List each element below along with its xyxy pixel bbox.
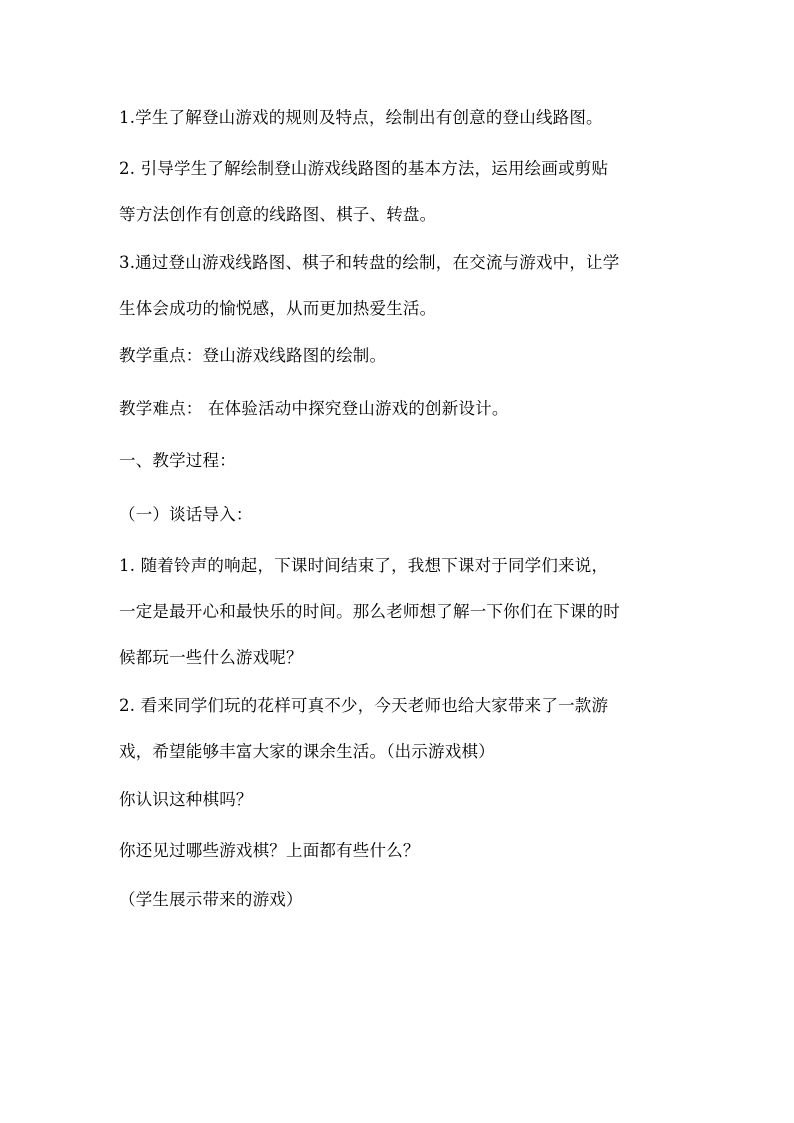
paragraph-line: 候都玩一些什么游戏呢？ bbox=[119, 648, 303, 667]
paragraph-line: （一）谈话导入： bbox=[119, 505, 253, 524]
paragraph-line: 你认识这种棋吗？ bbox=[119, 790, 253, 809]
paragraph-line: 教学重点：登山游戏线路图的绘制。 bbox=[119, 346, 387, 365]
paragraph-line: 一、教学过程： bbox=[119, 451, 236, 470]
question-2-paragraph bbox=[119, 828, 679, 874]
paragraph-line: 生体会成功的愉悦感，从而更加热爱生活。 bbox=[119, 299, 437, 318]
paragraph-line: 3.通过登山游戏线路图、棋子和转盘的绘制，在交流与游戏中，让学 bbox=[119, 253, 620, 272]
difficulty-paragraph bbox=[119, 386, 679, 432]
paragraph-line: （学生展示带来的游戏） bbox=[119, 890, 303, 909]
objective-3-paragraph bbox=[119, 240, 679, 332]
step-2-paragraph bbox=[119, 683, 679, 775]
paragraph-line: 一定是最开心和最快乐的时间。那么老师想了解一下你们在下课的时 bbox=[119, 602, 620, 621]
paragraph-line: 你还见过哪些游戏棋？上面都有些什么？ bbox=[119, 841, 420, 860]
step-1-paragraph bbox=[119, 543, 679, 681]
question-1-paragraph bbox=[119, 777, 679, 823]
student-display-paragraph bbox=[119, 877, 679, 923]
objective-2-paragraph bbox=[119, 146, 679, 238]
section-heading bbox=[119, 438, 679, 484]
subsection-heading bbox=[119, 492, 679, 538]
objective-1-paragraph bbox=[119, 95, 679, 141]
paragraph-line: 2. 看来同学们玩的花样可真不少，今天老师也给大家带来了一款游 bbox=[119, 696, 609, 715]
key-point-paragraph bbox=[119, 333, 679, 379]
paragraph-line: 2. 引导学生了解绘制登山游戏线路图的基本方法，运用绘画或剪贴 bbox=[119, 159, 609, 178]
paragraph-line: 教学难点： 在体验活动中探究登山游戏的创新设计。 bbox=[119, 399, 509, 418]
paragraph-line: 1.学生了解登山游戏的规则及特点，绘制出有创意的登山线路图。 bbox=[119, 108, 603, 127]
paragraph-line: 1. 随着铃声的响起，下课时间结束了，我想下课对于同学们来说， bbox=[119, 556, 609, 575]
paragraph-line: 戏，希望能够丰富大家的课余生活。（出示游戏棋） bbox=[119, 742, 495, 761]
paragraph-line: 等方法创作有创意的线路图、棋子、转盘。 bbox=[119, 205, 437, 224]
